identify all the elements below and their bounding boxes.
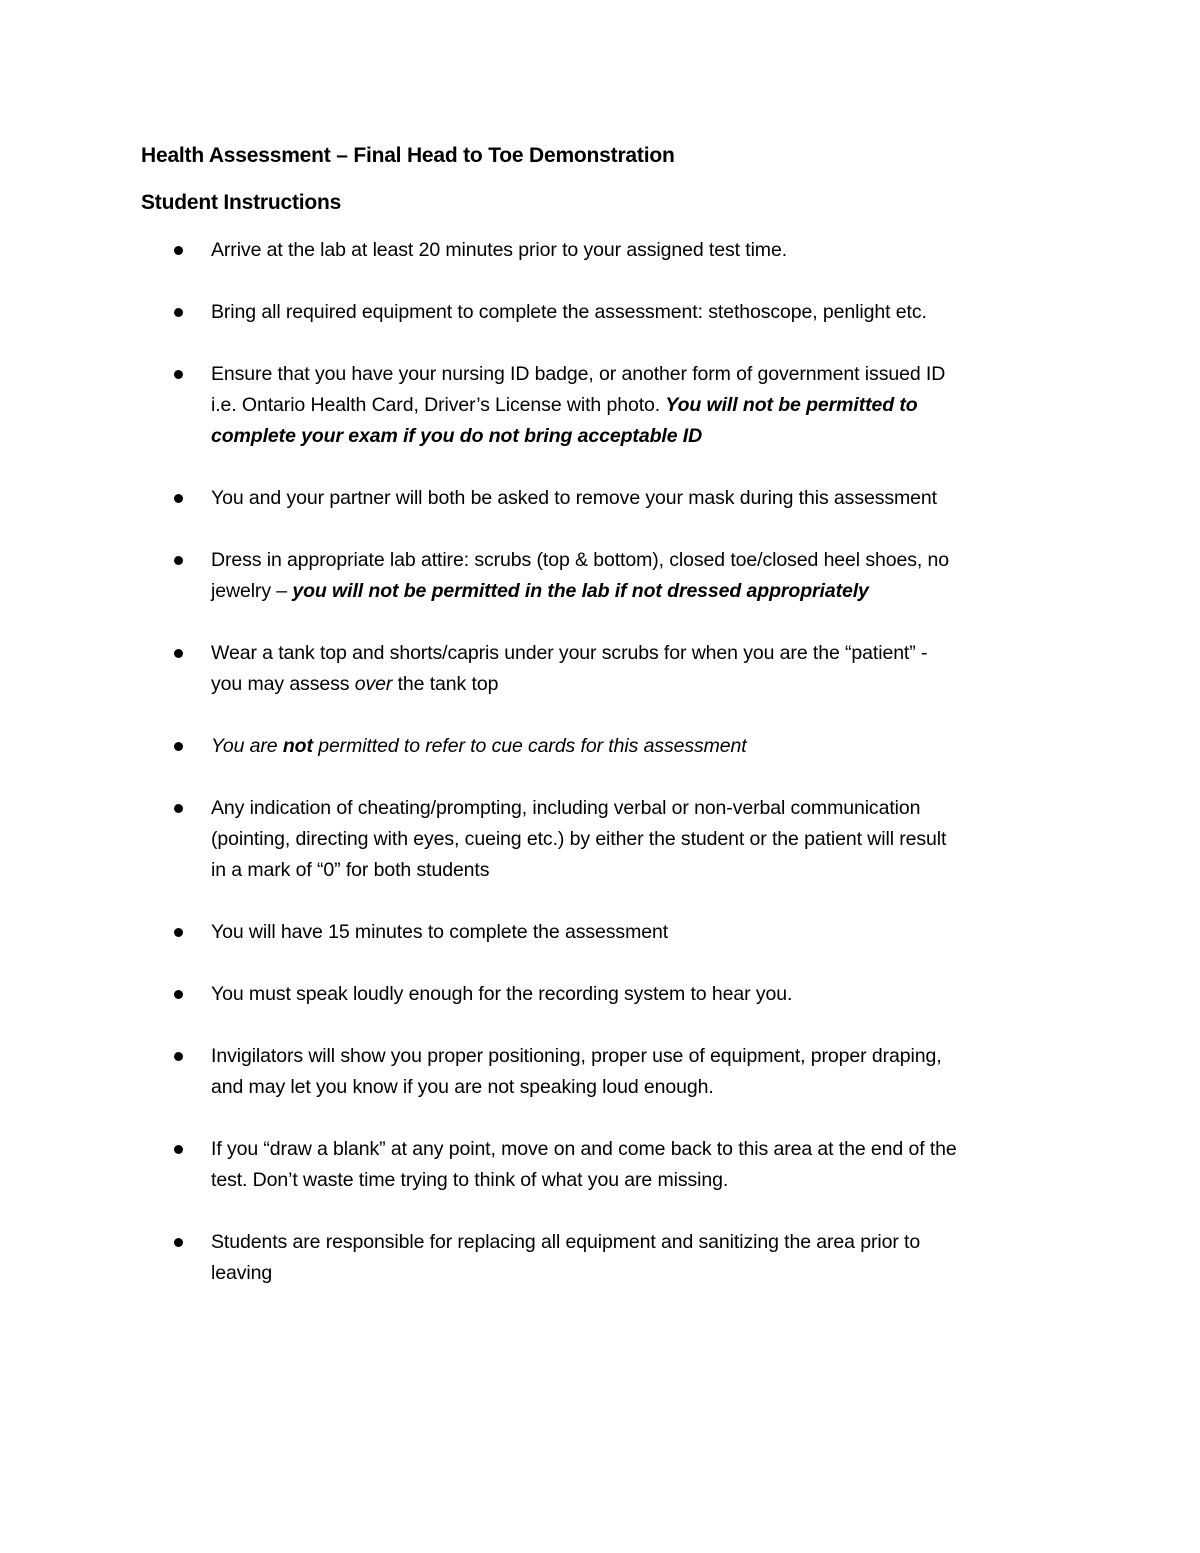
bullet-icon [174, 246, 183, 255]
list-item-text: Invigilators will show you proper positioning, proper use of equipment, proper draping, [211, 1045, 942, 1067]
bullet-icon [174, 649, 183, 658]
list-item-text: leaving [211, 1262, 273, 1284]
list-item [211, 483, 1071, 514]
bullet-icon [174, 556, 183, 565]
list-item [211, 235, 1071, 266]
list-item [211, 731, 1071, 762]
bullet-icon [174, 804, 183, 813]
list-item-text: test. Don’t waste time trying to think of what you are missing. [211, 1169, 729, 1191]
bullet-icon [174, 928, 183, 937]
list-item [211, 297, 1071, 328]
list-item-text: Any indication of cheating/prompting, including verbal or non-verbal communication [211, 797, 921, 819]
emphasis-text: not [282, 735, 313, 757]
list-item-text: permitted to refer to cue cards for this assessment [312, 735, 747, 757]
section-heading: Student Instructions [141, 191, 342, 214]
list-item-text: Arrive at the lab at least 20 minutes prior to your assigned test time. [211, 239, 788, 261]
list-item-text: Students are responsible for replacing all equipment and sanitizing the area prior to [211, 1231, 921, 1253]
document-title: Health Assessment – Final Head to Toe Demonstration [141, 144, 675, 167]
bullet-icon [174, 370, 183, 379]
list-item-text: and may let you know if you are not speaking loud enough. [211, 1076, 714, 1098]
list-item-text: If you “draw a blank” at any point, move on and come back to this area at the end of the [211, 1138, 957, 1160]
list-item [211, 917, 1071, 948]
list-item-text: Wear a tank top and shorts/capris under your scrubs for when you are the “patient” - [211, 642, 928, 664]
list-item [211, 359, 1071, 452]
list-item [211, 793, 1071, 886]
warning-text: You will not be permitted to [665, 394, 918, 416]
list-item-text: i.e. Ontario Health Card, Driver’s License with photo. [211, 394, 666, 416]
warning-text: complete your exam if you do not bring acceptable ID [211, 425, 703, 447]
bullet-icon [174, 1145, 183, 1154]
bullet-icon [174, 1052, 183, 1061]
list-item-text: You and your partner will both be asked to remove your mask during this assessment [211, 487, 937, 509]
list-item-text: Dress in appropriate lab attire: scrubs (top & bottom), closed toe/closed heel shoes, no [211, 549, 950, 571]
list-item-text: the tank top [392, 673, 499, 695]
list-item-text: Ensure that you have your nursing ID badge, or another form of government issued ID [211, 363, 946, 385]
list-item-text: You are [211, 735, 283, 757]
bullet-icon [174, 990, 183, 999]
warning-text: you will not be permitted in the lab if not dressed appropriately [292, 580, 869, 602]
list-item-text: you may assess [211, 673, 355, 695]
list-item-text: Bring all required equipment to complete the assessment: stethoscope, penlight etc. [211, 301, 927, 323]
list-item-text: You must speak loudly enough for the recording system to hear you. [211, 983, 793, 1005]
emphasis-text: over [354, 673, 393, 695]
list-item [211, 1227, 1071, 1289]
list-item [211, 1134, 1071, 1196]
list-item-text: You will have 15 minutes to complete the assessment [211, 921, 669, 943]
list-item-text: jewelry – [211, 580, 293, 602]
list-item [211, 545, 1071, 607]
list-item-text-line [211, 669, 1071, 700]
list-item-text: in a mark of “0” for both students [211, 859, 490, 881]
bullet-icon [174, 494, 183, 503]
list-item-text-line [211, 731, 1071, 762]
bullet-icon [174, 308, 183, 317]
list-item [211, 1041, 1071, 1103]
list-item [211, 979, 1071, 1010]
bullet-icon [174, 1238, 183, 1247]
list-item [211, 638, 1071, 700]
list-item-text-line [211, 390, 1071, 421]
list-item-text-line [211, 576, 1071, 607]
list-item-text: (pointing, directing with eyes, cueing etc.) by either the student or the patient will result [211, 828, 947, 850]
bullet-icon [174, 742, 183, 751]
